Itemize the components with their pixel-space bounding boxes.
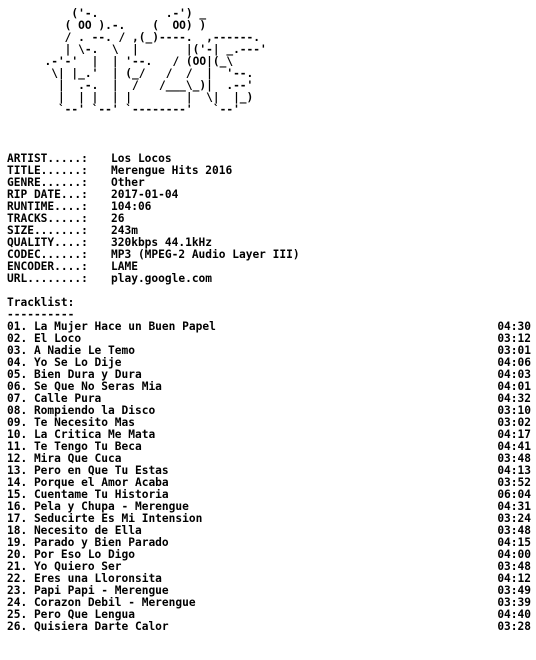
track-title: 21. Yo Quiero Ser <box>7 561 122 573</box>
track-row <box>7 333 531 345</box>
track-title: 11. Te Tengo Tu Beca <box>7 441 142 453</box>
metadata-value: Los Locos <box>111 153 172 165</box>
track-duration: 06:04 <box>497 488 531 501</box>
metadata-value: LAME <box>111 261 138 273</box>
metadata-key: CODEC......: <box>7 248 88 261</box>
tracklist-heading-rule: ---------- <box>7 308 75 321</box>
track-title: 03. A Nadie Le Temo <box>7 345 135 357</box>
metadata-key: ENCODER....: <box>7 260 88 273</box>
track-duration: 04:00 <box>497 548 531 561</box>
track-duration: 03:02 <box>497 416 531 429</box>
metadata-key: ARTIST.....: <box>7 152 88 165</box>
track-row <box>7 429 531 441</box>
metadata-value: 243m <box>111 225 138 237</box>
track-row <box>7 417 531 429</box>
track-row <box>7 621 531 633</box>
tracklist <box>7 321 531 633</box>
track-duration: 03:48 <box>497 560 531 573</box>
track-title: 19. Parado y Bien Parado <box>7 537 169 549</box>
ascii-art-logo: ('-. .-') _ ( OO ).-. ( OO) ) / . --. / ,(_)----. ,------. | \-. \ | |('-| _.---' .-'-' | | '--. / (OO|(_\ \| |_.' | (_/ / / | '--. | .-. | / /___\_)| .--' | | | | | | \| |_) `--' `--' `--------' `--' <box>44 7 267 116</box>
track-row <box>7 573 531 585</box>
track-duration: 03:12 <box>497 332 531 345</box>
track-title: 26. Quisiera Darte Calor <box>7 621 169 633</box>
track-duration: 03:48 <box>497 452 531 465</box>
track-duration: 04:12 <box>497 572 531 585</box>
track-row <box>7 609 531 621</box>
track-title: 25. Pero Que Lengua <box>7 609 135 621</box>
track-duration: 04:31 <box>497 500 531 513</box>
metadata-key: URL........: <box>7 272 88 285</box>
metadata-value: Merengue Hits 2016 <box>111 165 233 177</box>
track-row <box>7 441 531 453</box>
track-duration: 04:30 <box>497 320 531 333</box>
release-metadata <box>7 153 531 285</box>
track-duration: 03:01 <box>497 344 531 357</box>
track-row <box>7 501 531 513</box>
metadata-key: SIZE.......: <box>7 224 88 237</box>
track-row <box>7 345 531 357</box>
track-row <box>7 369 531 381</box>
track-title: 24. Corazon Debil - Merengue <box>7 597 196 609</box>
track-row <box>7 357 531 369</box>
track-title: 14. Porque el Amor Acaba <box>7 477 169 489</box>
track-title: 10. La Critica Me Mata <box>7 429 156 441</box>
track-duration: 03:52 <box>497 476 531 489</box>
track-duration: 04:32 <box>497 392 531 405</box>
track-duration: 04:01 <box>497 380 531 393</box>
metadata-value: Other <box>111 177 145 189</box>
track-row <box>7 465 531 477</box>
metadata-key: TITLE......: <box>7 164 88 177</box>
track-title: 04. Yo Se Lo Dije <box>7 357 122 369</box>
track-row <box>7 453 531 465</box>
track-row <box>7 381 531 393</box>
track-title: 02. El Loco <box>7 333 82 345</box>
track-title: 16. Pela y Chupa - Merengue <box>7 501 189 513</box>
track-title: 07. Calle Pura <box>7 393 102 405</box>
track-title: 22. Eres una Lloronsita <box>7 573 162 585</box>
track-row <box>7 489 531 501</box>
track-duration: 03:28 <box>497 620 531 633</box>
tracklist-heading: Tracklist: <box>7 296 75 309</box>
track-duration: 03:49 <box>497 584 531 597</box>
track-title: 17. Seducirte Es Mi Intension <box>7 513 203 525</box>
track-duration: 03:48 <box>497 524 531 537</box>
track-title: 06. Se Que No Seras Mia <box>7 381 162 393</box>
track-row <box>7 477 531 489</box>
metadata-key: QUALITY....: <box>7 236 88 249</box>
metadata-key: RIP DATE...: <box>7 188 88 201</box>
metadata-value: MP3 (MPEG-2 Audio Layer III) <box>111 249 300 261</box>
track-row <box>7 561 531 573</box>
track-row <box>7 537 531 549</box>
metadata-value: play.google.com <box>111 273 213 285</box>
track-row <box>7 405 531 417</box>
metadata-value: 2017-01-04 <box>111 189 179 201</box>
track-title: 05. Bien Dura y Dura <box>7 369 142 381</box>
track-duration: 04:06 <box>497 356 531 369</box>
track-title: 01. La Mujer Hace un Buen Papel <box>7 321 216 333</box>
track-title: 15. Cuentame Tu Historia <box>7 489 169 501</box>
track-title: 09. Te Necesito Mas <box>7 417 135 429</box>
metadata-value: 104:06 <box>111 201 152 213</box>
track-row <box>7 321 531 333</box>
track-title: 12. Mira Que Cuca <box>7 453 122 465</box>
track-title: 23. Papi Papi - Merengue <box>7 585 169 597</box>
metadata-key: GENRE......: <box>7 176 88 189</box>
track-title: 13. Pero en Que Tu Estas <box>7 465 169 477</box>
track-duration: 04:03 <box>497 368 531 381</box>
track-duration: 04:40 <box>497 608 531 621</box>
metadata-key: TRACKS.....: <box>7 212 88 225</box>
track-duration: 03:10 <box>497 404 531 417</box>
track-duration: 04:41 <box>497 440 531 453</box>
metadata-value: 320kbps 44.1kHz <box>111 237 213 249</box>
track-title: 08. Rompiendo la Disco <box>7 405 156 417</box>
track-duration: 03:39 <box>497 596 531 609</box>
track-row <box>7 513 531 525</box>
nfo-document <box>7 8 531 633</box>
track-title: 20. Por Eso Lo Digo <box>7 549 135 561</box>
track-duration: 04:15 <box>497 536 531 549</box>
track-row <box>7 393 531 405</box>
metadata-key: RUNTIME....: <box>7 200 88 213</box>
track-duration: 04:17 <box>497 428 531 441</box>
metadata-row <box>7 273 531 285</box>
track-row <box>7 549 531 561</box>
track-row <box>7 585 531 597</box>
track-row <box>7 597 531 609</box>
track-row <box>7 525 531 537</box>
metadata-value: 26 <box>111 213 125 225</box>
track-duration: 04:13 <box>497 464 531 477</box>
track-title: 18. Necesito de Ella <box>7 525 142 537</box>
track-duration: 03:24 <box>497 512 531 525</box>
